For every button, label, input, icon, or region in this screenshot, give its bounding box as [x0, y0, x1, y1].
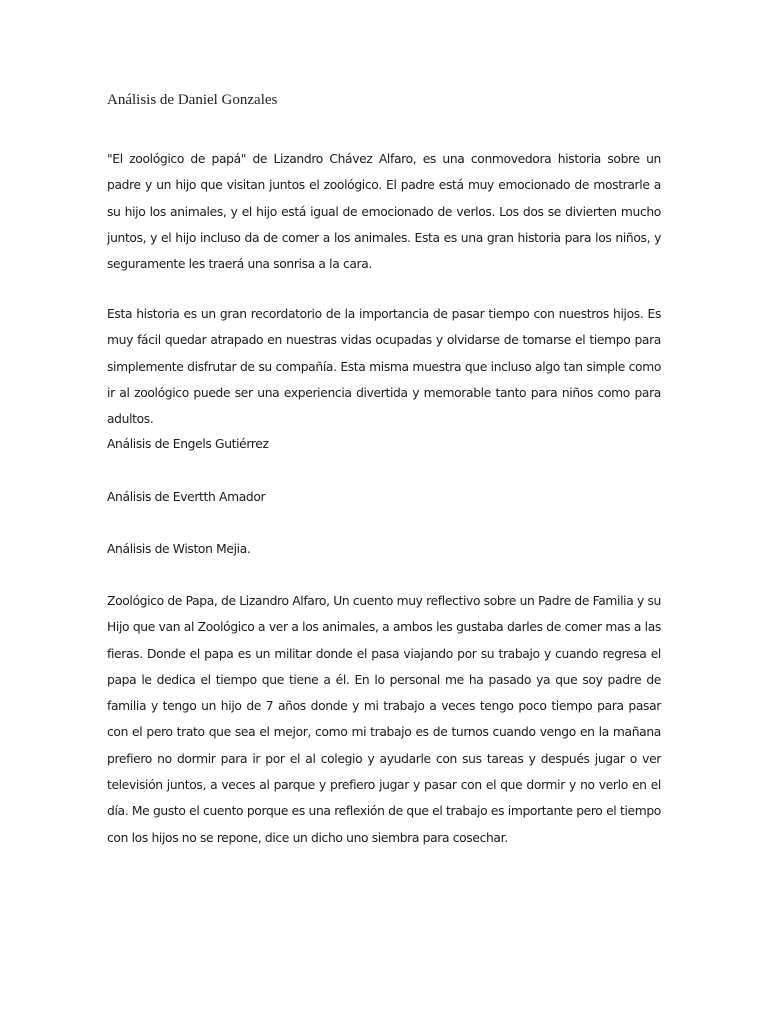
paragraph-2: Esta historia es un gran recordatorio de la importancia de pasar tiempo con nuestros hijos. Es muy fácil quedar atrapado en nuestras vidas ocupadas y olvidarse de tomarse el tiempo para simplemente disfrutar de su compañía. Esta misma muestra que incluso algo tan simple como ir al zoológico puede ser una experiencia divertida y memorable tanto para niños como para adultos. [107, 307, 661, 427]
document-title: Análisis de Daniel Gonzales [107, 92, 278, 108]
heading-wiston: Análisis de Wiston Mejia. [107, 542, 251, 556]
heading-engels: Análisis de Engels Gutiérrez [107, 437, 269, 451]
paragraph-wiston: Zoológico de Papa, de Lizandro Alfaro, Un cuento muy reflectivo sobre un Padre de Familia y su Hijo que van al Zoológico a ver a los animales, a ambos les gustaba darles de comer mas a las fieras. Donde el papa es un militar donde el pasa viajando por su trabajo y cuando regresa el papa le dedica el tiempo que tiene a él. En lo personal me ha pasado ya que soy padre de familia y tengo un hijo de 7 años donde y mi trabajo a veces tengo poco tiempo para pasar con el pero trato que sea el mejor, como mi trabajo es de turnos cuando vengo en la mañana prefiero no dormir para ir por el al colegio y ayudarle con sus tareas y después jugar o ver televisión juntos, a veces al parque y prefiero jugar y pasar con el que dormir y no verlo en el día. Me gusto el cuento porque es una reflexión de que el trabajo es importante pero el tiempo con los hijos no se repone, dice un dicho uno siembra para cosechar. [107, 594, 661, 845]
heading-evertth: Análisis de Evertth Amador [107, 490, 266, 504]
paragraph-1: "El zoológico de papá" de Lizandro Chávez Alfaro, es una conmovedora historia sobre un padre y un hijo que visitan juntos el zoológico. El padre está muy emocionado de mostrarle a su hijo los animales, y el hijo está igual de emocionado de verlos. Los dos se divierten mucho juntos, y el hijo incluso da de comer a los animales. Esta es una gran historia para los niños, y seguramente les traerá una sonrisa a la cara. [107, 152, 661, 272]
